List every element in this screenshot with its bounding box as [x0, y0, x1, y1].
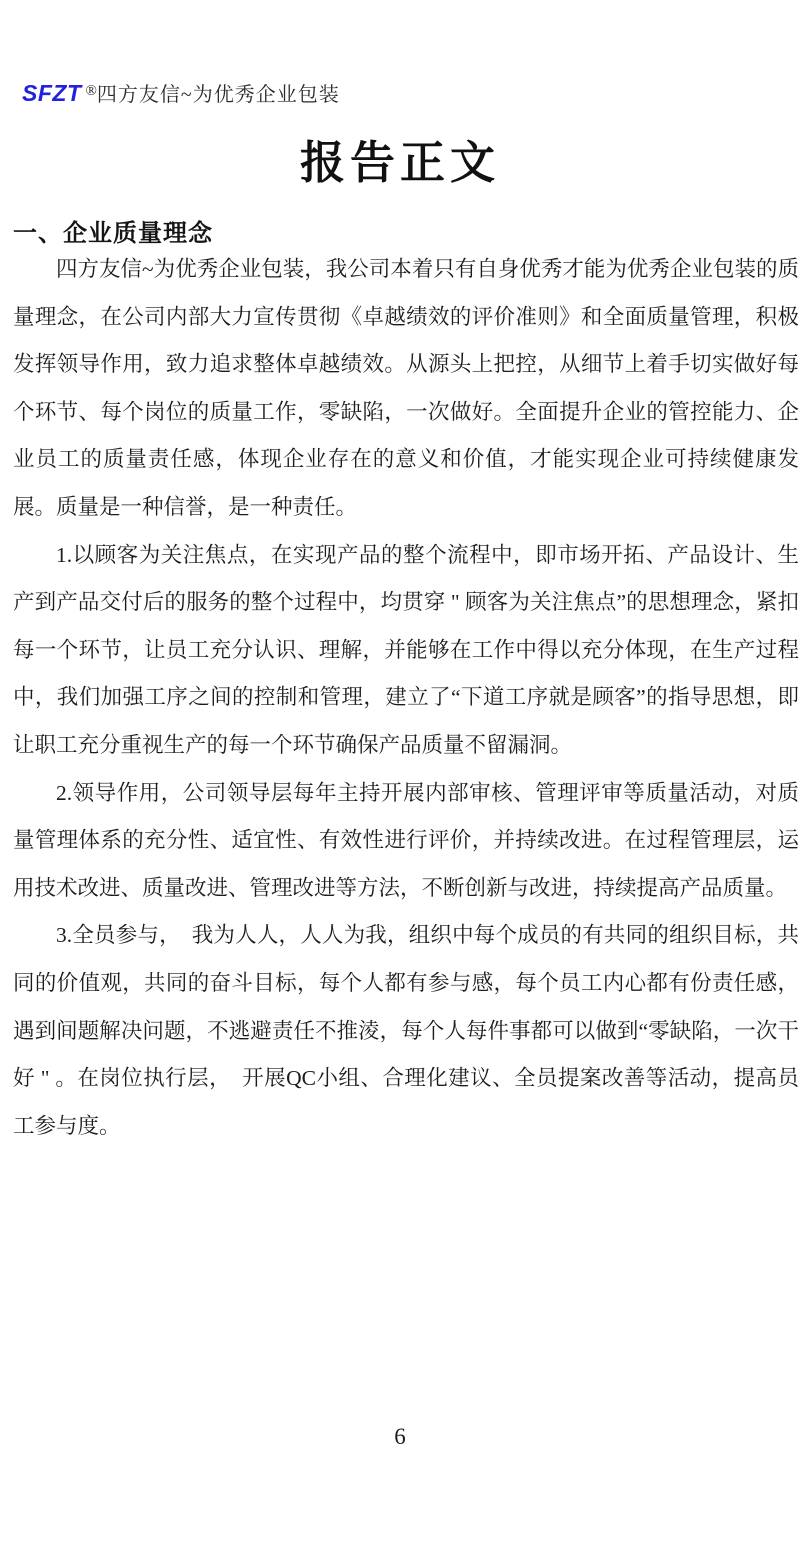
page-header — [22, 78, 340, 107]
body-paragraph-intro: 四方友信~为优秀企业包装，我公司本着只有自身优秀才能为优秀企业包装的质量理念，在公司内部大力宣传贯彻《卓越绩效的评价准则》和全面质量管理，积极发挥领导作用，致力追求整体卓越绩效。从源头上把控，从细节上着手切实做好每个环节、每个岗位的质量工作，零缺陷，一次做好。全面提升企业的管控能力、企业员工的质量责任感，体现企业存在的意义和价值，才能实现企业可持续健康发展。质量是一种信誉，是一种责任。 — [13, 257, 799, 519]
body-paragraph-leadership: 2.领导作用，公司领导层每年主持开展内部审核、管理评审等质量活动，对质量管理体系的充分性、适宜性、有效性进行评价，并持续改进。在过程管理层，运用技术改进、质量改进、管理改进等方法，不断创新与改进，持续提高产品质量。 — [13, 780, 799, 900]
registered-trademark-icon: ® — [85, 83, 97, 99]
body-paragraph-participation: 3.全员参与， 我为人人，人人为我，组织中每个成员的有共同的组织目标，共同的价值观，共同的奋斗目标，每个人都有参与感，每个员工内心都有份责任感，遇到间题解决问题，不逃避责任不推淩，每个人每件事都可以做到“零缺陷，一次干好 " 。在岗位执行层， 开展QC小组、合理化建议、全员提案改善等活动，提高员工参与度。 — [13, 923, 799, 1138]
section-heading: 一、企业质量理念 — [13, 221, 213, 247]
page-number: 6 — [394, 1424, 406, 1449]
page-title: 报告正文 — [299, 138, 500, 188]
document-body — [13, 246, 799, 1150]
brand-logo-text: SFZT — [22, 80, 82, 106]
body-paragraph-customer-focus: 1.以顾客为关注焦点，在实现产品的整个流程中，即市场开拓、产品设计、生产到产品交付后的服务的整个过程中，均贯穿 " 顾客为关注焦点”的思想理念，紧扣每一个环节，让员工充分认识、理解，并能够在工作中得以充分体现，在生产过程中，我们加强工序之间的控制和管理，建立了“下道工序就是顾客”的指导思想，即让职工充分重视生产的每一个环节确保产品质量不留漏洞。 — [13, 542, 799, 757]
header-tagline: 四方友信~为优秀企业包装 — [96, 84, 340, 106]
